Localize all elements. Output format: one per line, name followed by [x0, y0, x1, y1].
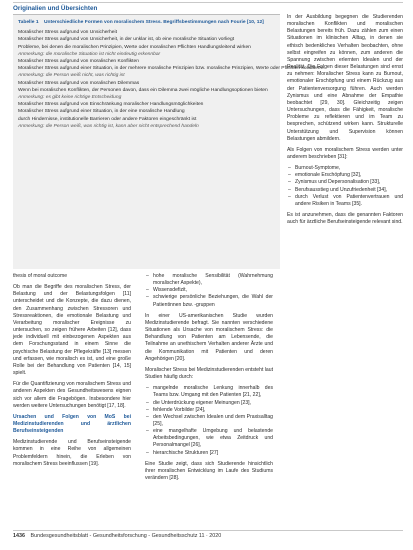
table-line: Anmerkung: die Person weiß nicht, was richtig ist: [18, 73, 125, 79]
table-line: Moralischer Stress aufgrund von Einschränkung moralischer Handlungsmöglichkeiten: [18, 102, 204, 108]
list-item: – Berufsausstieg und Unzufriedenheit [34],: [295, 187, 403, 194]
list-item: – Zynismus und Depersonalisation [33],: [295, 179, 403, 186]
column-1: [13, 273, 131, 527]
paragraph: Moralischer Stress bei Medizinstudierenden entsteht laut Studien häufig durch:: [145, 366, 273, 381]
list-item: – den Wechsel zwischen Idealen und dem Praxisalltag [25],: [153, 414, 273, 428]
list-item: – eine mangelhafte Umgebung und belastende Arbeitsbedingungen, wie etwa Zeitdruck und Personalmangel [26],: [153, 428, 273, 449]
table-line: durch Hindernisse, institutionelle Barrieren oder andere Faktoren eingeschränkt ist: [18, 116, 197, 122]
sub-heading: Ursachen und Folgen von MoS bei Medizinstudierenden und ärztlichen Berufseinsteigenden: [13, 413, 131, 435]
paragraph: Eine Studie zeigt, dass sich Studierende hinsichtlich ihrer moralischen Entwicklung im Laufe des Studiums verändern [28].: [145, 460, 273, 482]
table-number: Tabelle 1: [18, 20, 39, 25]
table-line: Moralischer Stress aufgrund von Unsicherheit: [18, 30, 117, 36]
table-line: Anmerkung: die moralische Situation ist nicht eindeutig erkennbar: [18, 51, 161, 57]
table-line: Moralischer Stress aufgrund von Unsicherheit, in der unklar ist, ob eine moralische Situation vorliegt: [18, 37, 235, 43]
bullet-list: [145, 273, 273, 309]
table-line: Moralischer Stress aufgrund einer Situation, in der eine moralische Handlung: [18, 109, 185, 115]
section-label: Originalien und Übersichten: [13, 5, 98, 12]
list-item: – Wissensdefizit,: [153, 287, 273, 294]
column-3: [287, 14, 403, 527]
paragraph: thesis of moral outcome: [13, 273, 68, 279]
table-caption: Unterschiedliche Formen von moralischem Stress. Begriffsbestimmungen nach Fourie [10, 12]: [43, 20, 264, 25]
bullet-list: [145, 385, 273, 457]
paragraph: Medizinstudierende und Berufseinsteigende kommen in eine Reihe von allgemeinen Problemfeldern hinein, die Erleben von moralischem Stress beeinflussen [19].: [13, 439, 131, 467]
list-item: – fehlende Vorbilder [24],: [153, 407, 273, 414]
table-line: Moralischer Stress aufgrund von moralischen Dilemmas: [18, 80, 140, 86]
journal-name: Bundesgesundheitsblatt - Gesundheitsforschung - Gesundheitsschutz 11 · 2020: [30, 533, 222, 539]
list-item: – hohe moralische Sensibilität (Wahrnehmung moralischer Aspekte),: [153, 273, 273, 287]
table-line: Probleme, bei denen die moralischen Prinzipien, Werte oder moralischen Pflichten Handlungsleitend wirken: [18, 44, 251, 50]
paragraph: Für die Quantifizierung von moralischem Stress und anderen Aspekten des Gesundheitswesens eignen sich vor allem die Fragebögen. Insbesondere hier werden weitere Untersuchungen benötigt [17, 18].: [13, 381, 131, 409]
paragraph: Als Folgen von moralischem Stress werden unter anderem beschrieben [31]:: [287, 146, 403, 160]
table-line: Anmerkung: es gibt keine richtige Entscheidung: [18, 95, 122, 101]
paragraph: In einer US-amerikanischen Studie wurden Medizinstudierende befragt. Sie nannten verschiedene Situationen als Ursache von moralischem Stress: die Behandlung von Patienten am Lebensende, die Teilnahme an unethischem Verhalten anderer Ärzte und die Kommunikation mit Patienten und deren Angehörigen [20].: [145, 312, 273, 362]
list-item: – die Unterdrückung eigener Meinungen [23],: [153, 400, 273, 407]
paragraph: Es ist anzunehmen, dass die genannten Faktoren auch für ärztliche Berufseinsteigende relevant sind.: [287, 212, 403, 226]
list-item: – hierarchische Strukturen [27]: [153, 450, 273, 457]
list-item: – mangelnde moralische Lenkung innerhalb des Teams bzw. Umgang mit den Patienten [21, 22],: [153, 385, 273, 399]
list-item: – durch Verlust von Patientenvertrauen und andere Risiken in Teams [35].: [295, 194, 403, 208]
list-item: – emotionale Erschöpfung [32],: [295, 172, 403, 179]
list-item: – Burnout-Symptome,: [295, 165, 403, 172]
table-body: [18, 29, 324, 130]
column-2: [145, 273, 273, 527]
table-title: [18, 19, 275, 26]
header-rule: [13, 2, 403, 3]
paragraph: Ob man die Begriffe des moralischen Stress, der Belastung und der Belastungsfolgen [11] unterscheidet und die Konzepte, die dazu dienen, den Zusammenhang zwischen Stressoren und Stressreaktionen, die emotionale Belastung und Verarbeitung moralischer Ereignisse zu untersuchen, so zeigen frühere Arbeiten [12], dass jede individuell mit einbezogenen Aspekten aus dem Forschungsstand in einem Sinne die psychische Belastung der Pflegekräfte [13] messen und erfassen, wie moralisch es ist, und eine große Rolle bei der Behandlung von Patienten [14, 15] spielt.: [13, 284, 131, 377]
footer-rule: [13, 530, 403, 531]
list-item: – schwierige persönliche Beziehungen, die Wahl der Patientinnen bzw. -gruppen: [153, 294, 273, 308]
table-line: Anmerkung: die Person weiß, was richtig ist, kann aber nicht entsprechend handeln: [18, 123, 199, 129]
bullet-list: [287, 165, 403, 208]
paragraph: In der Ausbildung begegnen die Studierenden moralischen Konflikten und moralischen Belastungen bereits früh. Dazu zählen zum einen Situationen im klinischen Alltag, in denen sie ethisch bedenkliches Verhalten beobachten, ohne selbst eingreifen zu können, zum anderen die Spannung zwischen erlernten Idealen und der Realität. Die Folgen dieser Belastungen sind ernst zu nehmen: Moralischer Stress kann zu Burnout, emotionaler Erschöpfung und einem Rückzug aus der Patientenversorgung führen. Auch werden Zynismus und eine Abnahme der Empathie beobachtet [29, 30]. Gleichzeitig zeigen Untersuchungen, dass die Fähigkeit, moralische Probleme zu reflektieren und im Team zu besprechen, schützend wirken kann. Strukturelle Unterstützung und Supervision können Belastungen abmildern.: [287, 14, 403, 142]
page-number: 1436: [13, 533, 25, 539]
table-line: Moralischer Stress aufgrund von moralischen Konflikten: [18, 59, 139, 65]
table-line: Wenn bei moralischen Konflikten, der Personen davon, dass ein Dilemma zwei mögliche Handlungsoptionen bieten: [18, 87, 268, 93]
table-line: Moralischer Stress aufgrund einer Situation, in der mehrere moralische Prinzipien bzw. moralische Prinzipien, Werte oder Pflichten kollidieren: [18, 66, 324, 72]
footer: [13, 533, 221, 539]
